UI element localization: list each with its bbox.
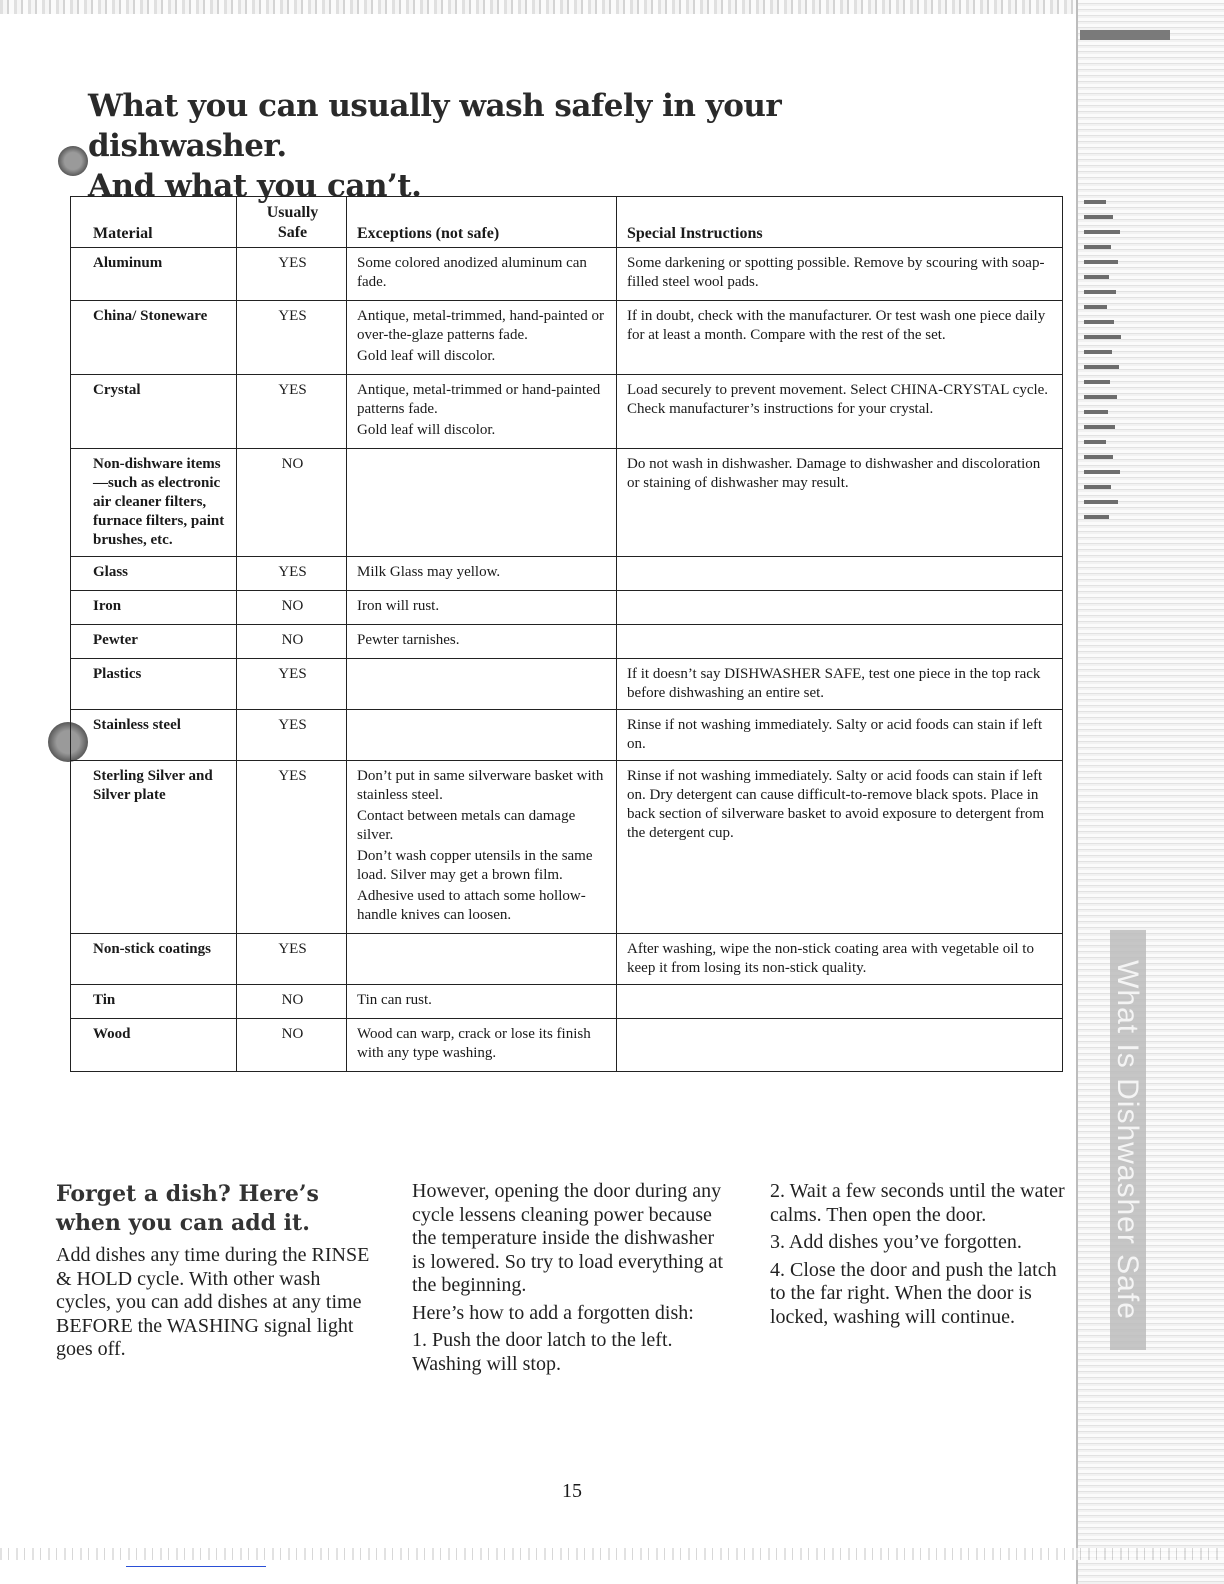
table-row	[71, 761, 1063, 934]
exception-item: Don’t wash copper utensils in the same load. Silver may get a brown film.	[357, 848, 593, 883]
special-instructions-cell: After washing, wipe the non-stick coating area with vegetable oil to keep it from losing its non-stick quality.	[617, 934, 1063, 985]
table-row	[71, 985, 1063, 1019]
exception-item: Don’t put in same silverware basket with stainless steel.	[357, 768, 604, 803]
scan-bar	[1084, 440, 1106, 444]
exceptions-cell	[347, 449, 617, 557]
usually-safe-cell: YES	[237, 659, 347, 710]
table-row	[71, 934, 1063, 985]
exceptions-cell	[347, 761, 617, 934]
material-cell: Pewter	[71, 625, 237, 659]
scan-bar	[1084, 455, 1113, 459]
exceptions-cell	[347, 591, 617, 625]
material-cell: Non-stick coatings	[71, 934, 237, 985]
header-exceptions: Exceptions (not safe)	[347, 197, 617, 248]
materials-table	[70, 196, 1063, 1072]
usually-safe-cell: YES	[237, 761, 347, 934]
material-cell: Plastics	[71, 659, 237, 710]
exception-item: Wood can warp, crack or lose its finish with any type washing.	[357, 1026, 591, 1061]
special-instructions-cell	[617, 985, 1063, 1019]
special-instructions-cell: Some darkening or spotting possible. Remove by scouring with soap-filled steel wool pads.	[617, 248, 1063, 301]
usually-safe-cell: YES	[237, 557, 347, 591]
scan-bar	[1084, 305, 1107, 309]
exception-item: Tin can rust.	[357, 992, 432, 1008]
forget-column-2	[412, 1180, 732, 1380]
scan-bar	[1084, 425, 1115, 429]
exceptions-cell	[347, 301, 617, 375]
scan-bar	[1084, 395, 1117, 399]
table-row	[71, 659, 1063, 710]
scan-bar	[1084, 275, 1109, 279]
special-instructions-cell: If in doubt, check with the manufacturer. Or test wash one piece daily for at least a month. Compare with the rest of the set.	[617, 301, 1063, 375]
table-row	[71, 591, 1063, 625]
material-cell: Crystal	[71, 375, 237, 449]
special-instructions-cell: If it doesn’t say DISHWASHER SAFE, test one piece in the top rack before dishwashing an entire set.	[617, 659, 1063, 710]
table-header-row	[71, 197, 1063, 248]
table-body	[71, 248, 1063, 1072]
exception-item: Some colored anodized aluminum can fade.	[357, 255, 587, 290]
usually-safe-cell: YES	[237, 301, 347, 375]
scan-bar	[1084, 320, 1114, 324]
exceptions-cell	[347, 985, 617, 1019]
header-material: Material	[71, 197, 237, 248]
usually-safe-cell: YES	[237, 375, 347, 449]
scan-bar	[1084, 200, 1106, 204]
usually-safe-cell: NO	[237, 985, 347, 1019]
exceptions-cell	[347, 934, 617, 985]
forget-column-1	[56, 1180, 376, 1366]
page-title	[88, 86, 988, 206]
scan-noise-bottom	[0, 1548, 1224, 1560]
special-instructions-cell	[617, 557, 1063, 591]
exceptions-cell	[347, 710, 617, 761]
usually-safe-cell: YES	[237, 710, 347, 761]
forget-col2-p2: Here’s how to add a forgotten dish:	[412, 1301, 694, 1324]
exception-item: Iron will rust.	[357, 598, 440, 614]
scan-bar	[1084, 335, 1121, 339]
special-instructions-cell: Do not wash in dishwasher. Damage to dishwasher and discoloration or staining of dishwasher may result.	[617, 449, 1063, 557]
table-row	[71, 1019, 1063, 1072]
usually-safe-cell: NO	[237, 449, 347, 557]
exceptions-cell	[347, 248, 617, 301]
title-line-1: What you can usually wash safely in your dishwasher.	[88, 88, 782, 164]
usually-safe-cell: YES	[237, 248, 347, 301]
forget-column-3	[770, 1180, 1066, 1333]
exception-item: Adhesive used to attach some hollow-handle knives can loosen.	[357, 888, 586, 923]
exception-item: Gold leaf will discolor.	[357, 348, 496, 364]
forget-heading: Forget a dish? Here’s when you can add it.	[56, 1181, 319, 1236]
forget-col3-p3: 4. Close the door and push the latch to the far right. When the door is locked, washing will continue.	[770, 1258, 1057, 1328]
exceptions-cell	[347, 1019, 617, 1072]
exceptions-cell	[347, 659, 617, 710]
scan-bar	[1084, 245, 1111, 249]
forget-col3-p2: 3. Add dishes you’ve forgotten.	[770, 1231, 1022, 1253]
scan-bar	[1084, 515, 1109, 519]
special-instructions-cell	[617, 1019, 1063, 1072]
scan-bar	[1084, 470, 1120, 474]
scan-bar	[1084, 365, 1119, 369]
punch-hole-top	[58, 146, 88, 176]
material-cell: Non-dishware items—such as electronic air cleaner filters, furnace filters, paint brushes, etc.	[71, 449, 237, 557]
scan-bar	[1084, 500, 1118, 504]
exception-item: Pewter tarnishes.	[357, 632, 460, 648]
table-row	[71, 248, 1063, 301]
material-cell: Stainless steel	[71, 710, 237, 761]
header-usually-safe: Usually Safe	[237, 197, 347, 248]
scan-bar	[1084, 260, 1118, 264]
table-row	[71, 375, 1063, 449]
usually-safe-cell: NO	[237, 625, 347, 659]
usually-safe-cell: NO	[237, 591, 347, 625]
material-cell: Tin	[71, 985, 237, 1019]
scan-bar	[1084, 350, 1112, 354]
material-cell: Glass	[71, 557, 237, 591]
exception-item: Contact between metals can damage silver.	[357, 808, 576, 843]
exception-item: Antique, metal-trimmed, hand-painted or over-the-glaze patterns fade.	[357, 308, 605, 343]
side-tab-label: What Is Dishwasher Safe	[1111, 960, 1144, 1320]
exceptions-cell	[347, 375, 617, 449]
material-cell: Iron	[71, 591, 237, 625]
exception-item: Antique, metal-trimmed or hand-painted patterns fade.	[357, 382, 601, 417]
scan-bar	[1084, 380, 1110, 384]
material-cell: Sterling Silver and Silver plate	[71, 761, 237, 934]
forget-col2-p1: However, opening the door during any cycle lessens cleaning power because the temperature inside the dishwasher is lowered. So try to load everything at the beginning.	[412, 1180, 724, 1296]
forget-col1-text: Add dishes any time during the RINSE & HOLD cycle. With other wash cycles, you can add dishes at any time BEFORE the WASHING signal light goes off.	[56, 1244, 370, 1360]
special-instructions-cell: Load securely to prevent movement. Select CHINA-CRYSTAL cycle. Check manufacturer’s instructions for your crystal.	[617, 375, 1063, 449]
table-row	[71, 710, 1063, 761]
table-row	[71, 625, 1063, 659]
special-instructions-cell	[617, 591, 1063, 625]
forget-col3-p1: 2. Wait a few seconds until the water calms. Then open the door.	[770, 1180, 1065, 1226]
table-row	[71, 301, 1063, 375]
special-instructions-cell: Rinse if not washing immediately. Salty or acid foods can stain if left on. Dry detergent can cause difficult-to-remove black spots. Place in back section of silverware basket to avoid exposure to detergent from the detergent cup.	[617, 761, 1063, 934]
forget-col2-p3: 1. Push the door latch to the left. Washing will stop.	[412, 1329, 673, 1375]
material-cell: Aluminum	[71, 248, 237, 301]
exceptions-cell	[347, 557, 617, 591]
material-cell: China/ Stoneware	[71, 301, 237, 375]
exception-item: Gold leaf will discolor.	[357, 422, 496, 438]
scan-edge-strip	[1076, 0, 1224, 1584]
special-instructions-cell	[617, 625, 1063, 659]
table-row	[71, 449, 1063, 557]
title-line-2: And what you can’t.	[88, 168, 422, 204]
scan-bar	[1084, 290, 1116, 294]
scan-noise-top	[0, 0, 1224, 14]
scan-bar	[1084, 230, 1120, 234]
exceptions-cell	[347, 625, 617, 659]
exception-item: Milk Glass may yellow.	[357, 564, 501, 580]
special-instructions-cell: Rinse if not washing immediately. Salty or acid foods can stain if left on.	[617, 710, 1063, 761]
scan-bar	[1084, 410, 1108, 414]
page-number: 15	[562, 1480, 582, 1502]
table-row	[71, 557, 1063, 591]
usually-safe-cell: YES	[237, 934, 347, 985]
usually-safe-cell: NO	[237, 1019, 347, 1072]
scan-mark	[126, 1566, 266, 1567]
scan-bar	[1084, 215, 1113, 219]
scan-bar	[1084, 485, 1111, 489]
header-special-instructions: Special Instructions	[617, 197, 1063, 248]
material-cell: Wood	[71, 1019, 237, 1072]
